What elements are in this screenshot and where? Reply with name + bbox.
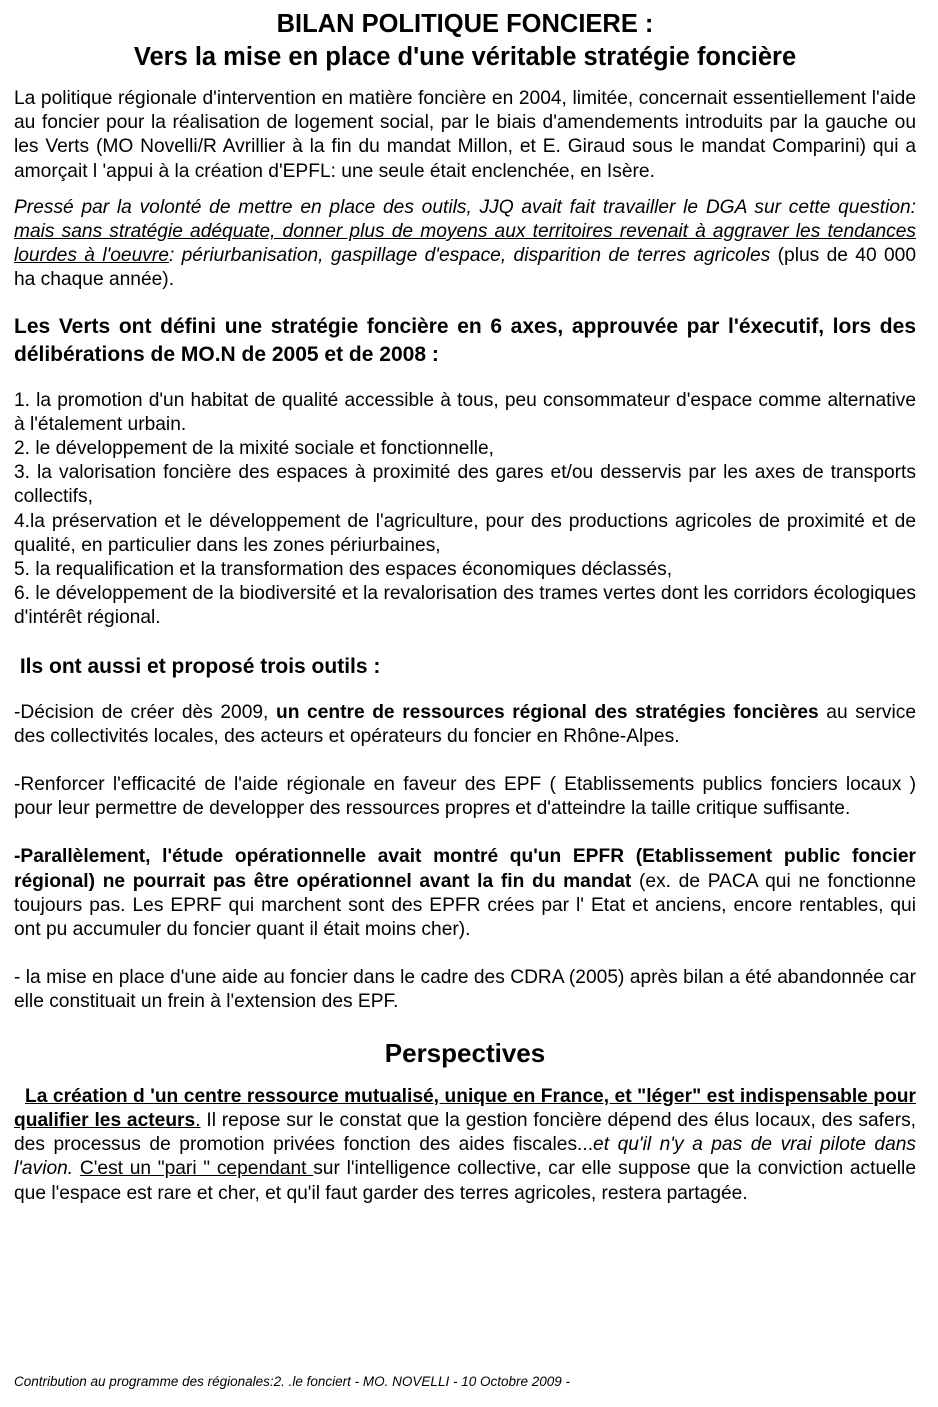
perspectives-heading: Perspectives (384, 1037, 546, 1068)
persp-space (73, 1158, 80, 1179)
intro-p2-italic-end: : périurbanisation, gaspillage d'espace, disparition de terres agricoles (168, 245, 771, 267)
tool1-start: -Décision de créer dès 2009, (14, 701, 276, 723)
axis-item: 3. la valorisation foncière des espaces à proximité des gares et/ou desservis par les axes de transports collectifs, (14, 462, 916, 508)
persp-text-2: sur l'intelligence collective, car elle suppose que la conviction actuelle que l'espace est rare et cher, et qu'il faut garder des terres agricoles, restera partagée. (14, 1158, 916, 1204)
intro-p2-underlined: mais sans stratégie adéquate, donner plus de moyens aux territoires revenait à aggraver les tendances lourdes à l'oeuvre (14, 221, 916, 267)
title-line-1: BILAN POLITIQUE FONCIERE : (276, 10, 654, 38)
persp-text-1: Il repose sur le constat que la gestion foncière dépend des élus locaux, des safers, des processus de promotion privées fonction des aides fiscales... (14, 1109, 917, 1156)
tool-paragraph-1 (14, 701, 916, 749)
tool1-end: au service des collectivités locales, des acteurs et opérateurs du foncier en Rhône-Alpes. (14, 701, 916, 747)
tool-paragraph-3 (14, 845, 916, 942)
document-footer: Contribution au programme des régionales:2. .le fonciert - MO. NOVELLI - 10 Octobre 2009 - (14, 1374, 571, 1389)
tool-paragraph-2: -Renforcer l'efficacité de l'aide régionale en faveur des EPF ( Etablissements publics fonciers locaux ) pour leur permettre de developper des ressources propres et d'atteindre la taille critique suffisante. (14, 774, 916, 820)
tool3-end: (ex. de PACA qui ne fonctionne toujours pas. Les EPRF qui marchent sont des EPFR crées par l' Etat et anciens, encore rentables, qui ont pu accumuler du foncier quant il était moins cher). (14, 870, 916, 941)
persp-underlined-1: C'est un "pari " cependant (79, 1158, 314, 1180)
tool-paragraph-4: - la mise en place d'une aide au foncier dans le cadre des CDRA (2005) après bilan a été abandonnée car elle constituait un frein à l'extension des EPF. (14, 967, 916, 1013)
intro-paragraph-1: La politique régionale d'intervention en matière foncière en 2004, limitée, concernait essentiellement l'aide au foncier pour la réalisation de logement social, par le biais d'amendements introduits par la gauche ou les Verts (MO Novelli/R Avrillier à la fin du mandat Millon, et E. Giraud sous le mandat Comparini) qui a amorçait l 'appui à la création d'EPFL: une seule était enclenchée, en Isère. (14, 88, 916, 182)
persp-bold-underlined: La création d 'un centre ressource mutualisé, unique en France, et "léger" est indispensable pour qualifier les acteurs (14, 1085, 916, 1131)
axis-item: 2. le développement de la mixité sociale et fonctionnelle, (14, 438, 494, 460)
document-title (14, 8, 916, 74)
intro-p2-tail: (plus de 40 000 ha chaque année). (14, 245, 917, 291)
persp-lead-space (14, 1086, 25, 1107)
perspectives-paragraph (14, 1085, 916, 1206)
tool1-bold: un centre de ressources régional des stratégies foncières (275, 701, 819, 723)
axis-item: 6. le développement de la biodiversité et la revalorisation des trames vertes dont les corridors écologiques d'intérêt régional. (14, 583, 916, 629)
tools-heading: Ils ont aussi et proposé trois outils : (14, 654, 381, 678)
intro-p2-italic-start: Pressé par la volonté de mettre en place des outils, JJQ avait fait travailler le DGA sur cette question: (14, 196, 916, 218)
document-page (14, 8, 916, 1206)
strategy-heading: Les Verts ont défini une stratégie foncière en 6 axes, approuvée par l'éxecutif, lors des délibérations de MO.N de 2005 et de 2008 : (14, 314, 916, 366)
axis-item: 4.la préservation et le développement de l'agriculture, pour des productions agricoles de proximité et de qualité, en particulier dans les zones périurbaines, (14, 510, 916, 556)
persp-italic-1: et qu'il n'y a pas de vrai pilote dans l'avion. (14, 1134, 916, 1180)
axis-item: 1. la promotion d'un habitat de qualité accessible à tous, peu consommateur d'espace comme alternative à l'étalement urbain. (14, 389, 916, 435)
tool3-bold: -Parallèlement, l'étude opérationnelle avait montré qu'un EPFR (Etablissement public foncier régional) ne pourrait pas être opérationnel avant la fin du mandat (14, 846, 916, 892)
persp-dot: . (195, 1109, 201, 1131)
intro-paragraph-2 (14, 196, 916, 293)
strategy-axes-list (14, 389, 916, 631)
title-line-2: Vers la mise en place d'une véritable stratégie foncière (133, 43, 797, 71)
axis-item: 5. la requalification et la transformation des espaces économiques déclassés, (14, 559, 673, 581)
